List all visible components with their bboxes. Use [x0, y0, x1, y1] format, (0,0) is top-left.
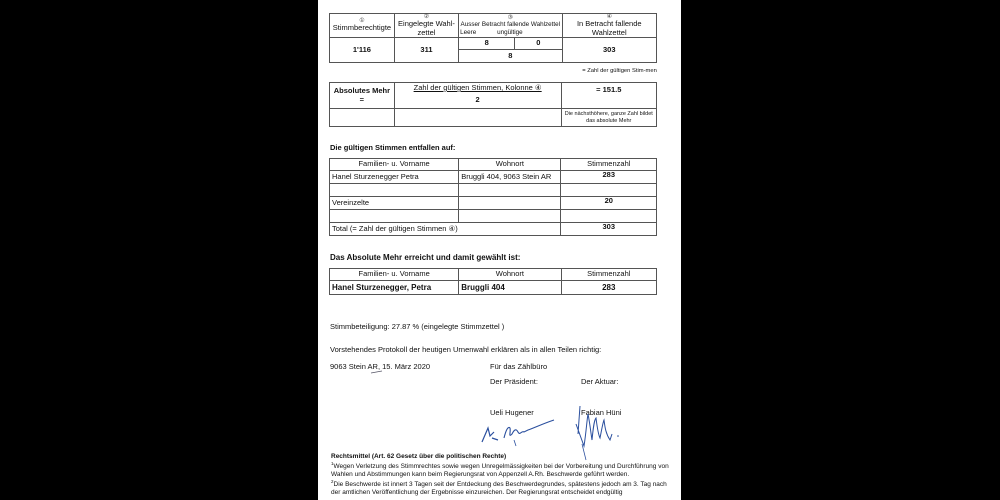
column-number: ① [359, 18, 365, 25]
office-label: Für das Zählbüro [490, 362, 548, 371]
label-text: Absolutes Mehr [333, 85, 390, 95]
candidate-place [459, 184, 561, 197]
column-header-votes: Stimmenzahl [561, 159, 657, 171]
protocol-page [318, 0, 681, 500]
absolute-majority-label [330, 83, 395, 109]
pen-mark [370, 369, 384, 375]
valid-votes-note: = Zahl der gültigen Stim-men [582, 68, 657, 74]
votes-table [329, 158, 657, 236]
value-stimmberechtigte: 1'116 [330, 38, 395, 63]
paragraph-text: Die Beschwerde ist innert 3 Tagen seit der Entdeckung des Beschwerdegrundes, spätestens jedoch am 3. Tag nach der amtlichen Veröffentlichung der Ergebnisse einzureichen. Der Regierungsrat entscheidet endgültig [331, 481, 667, 496]
table-row [330, 171, 657, 184]
president-name: Ueli Hugener [490, 408, 534, 417]
turnout-text: Stimmbeteiligung: 27.87 % (eingelegte Stimmzettel ) [330, 322, 505, 331]
president-label: Der Präsident: [490, 377, 538, 386]
total-label: Total (= Zahl der gültigen Stimmen ④) [330, 223, 561, 236]
value-leere: 8 [459, 38, 515, 50]
candidate-place: Bruggli 404, 9063 Stein AR [459, 171, 561, 184]
total-row [330, 223, 657, 236]
footnote-number: 2 [331, 478, 334, 484]
column-header-votes: Stimmenzahl [561, 269, 656, 281]
header-in-betracht [562, 14, 656, 38]
elected-place: Bruggli 404 [459, 281, 561, 295]
declaration-text: Vorstehendes Protokoll der heutigen Urnenwahl erklären als in allen Teilen richtig: [330, 345, 602, 354]
value-ausser-total: 8 [459, 50, 562, 63]
majority-footnote: Die nächsthöhere, ganze Zahl bildet das absolute Mehr [561, 109, 656, 127]
result-table [329, 13, 657, 63]
candidate-name: Hanel Sturzenegger Petra [330, 171, 459, 184]
header-sub-ungueltige: ungültige [497, 28, 523, 36]
column-header-place: Wohnort [459, 159, 561, 171]
paragraph-text: Wegen Verletzung des Stimmrechtes sowie wegen Unregelmässigkeiten bei der Vorbereitung und Durchführung von Wahlen und Abstimmungen kann beim Regierungsrat von Appenzell A.Rh. Beschwerde geführt werden. [331, 463, 669, 478]
header-ausser-betracht [459, 14, 562, 38]
column-header-place: Wohnort [459, 269, 561, 281]
elected-votes: 283 [561, 281, 656, 295]
column-header-name: Familien- u. Vorname [330, 269, 459, 281]
table-row [330, 184, 657, 197]
header-sub-leere: Leere [460, 28, 477, 36]
majority-result: = 151.5 [561, 83, 656, 109]
candidate-name [330, 184, 459, 197]
elected-heading: Das Absolute Mehr erreicht und damit gewählt ist: [330, 253, 521, 262]
formula-denominator: 2 [475, 94, 480, 104]
value-ungueltige: 0 [515, 38, 562, 50]
elected-name: Hanel Sturzenegger, Petra [330, 281, 459, 295]
header-eingelegte [394, 14, 458, 38]
column-number: ④ [606, 14, 612, 20]
candidate-votes: 283 [561, 171, 657, 184]
column-number: ② [423, 14, 430, 20]
candidate-votes [561, 210, 657, 223]
header-label: Stimmberechtigte [332, 23, 392, 33]
header-label: Eingelegte Wahl-zettel [398, 19, 455, 37]
header-label: In Betracht fallende Wahlzettel [576, 19, 642, 37]
legal-remedy [331, 453, 671, 497]
place-date: 9063 Stein AR, 15. März 2020 [330, 362, 431, 371]
secretary-label: Der Aktuar: [581, 377, 619, 386]
legal-title: Rechtsmittel (Art. 62 Gesetz über die politischen Rechte) [331, 453, 507, 460]
empty-cell [330, 109, 395, 127]
votes-heading: Die gültigen Stimmen entfallen auf: [330, 143, 456, 152]
majority-formula [394, 83, 561, 109]
value-in-betracht: 303 [562, 38, 656, 63]
secretary-name: Fabian Hüni [581, 408, 622, 417]
table-row [330, 281, 657, 295]
candidate-name: Vereinzelte [330, 197, 459, 210]
candidate-votes: 20 [561, 197, 657, 210]
value-eingelegte: 311 [394, 38, 458, 63]
candidate-place [459, 197, 561, 210]
column-number: ③ [507, 15, 513, 22]
candidate-name [330, 210, 459, 223]
header-label: Ausser Betracht fallende Wahlzettel [460, 21, 561, 29]
table-row [330, 197, 657, 210]
candidate-votes [561, 184, 657, 197]
empty-cell [394, 109, 561, 127]
president-signature-icon [478, 418, 558, 448]
candidate-place [459, 210, 561, 223]
table-row [330, 210, 657, 223]
legal-paragraph-2 [331, 479, 671, 497]
formula-numerator: Zahl der gültigen Stimmen, Kolonne ④ [413, 83, 542, 92]
equals-sign: = [359, 94, 365, 104]
total-value: 303 [561, 223, 657, 236]
header-stimmberechtigte [330, 14, 395, 38]
legal-paragraph-1 [331, 461, 671, 479]
column-header-name: Familien- u. Vorname [330, 159, 459, 171]
elected-table [329, 268, 657, 295]
absolute-majority-table [329, 82, 657, 127]
footnote-number: 1 [331, 460, 334, 466]
